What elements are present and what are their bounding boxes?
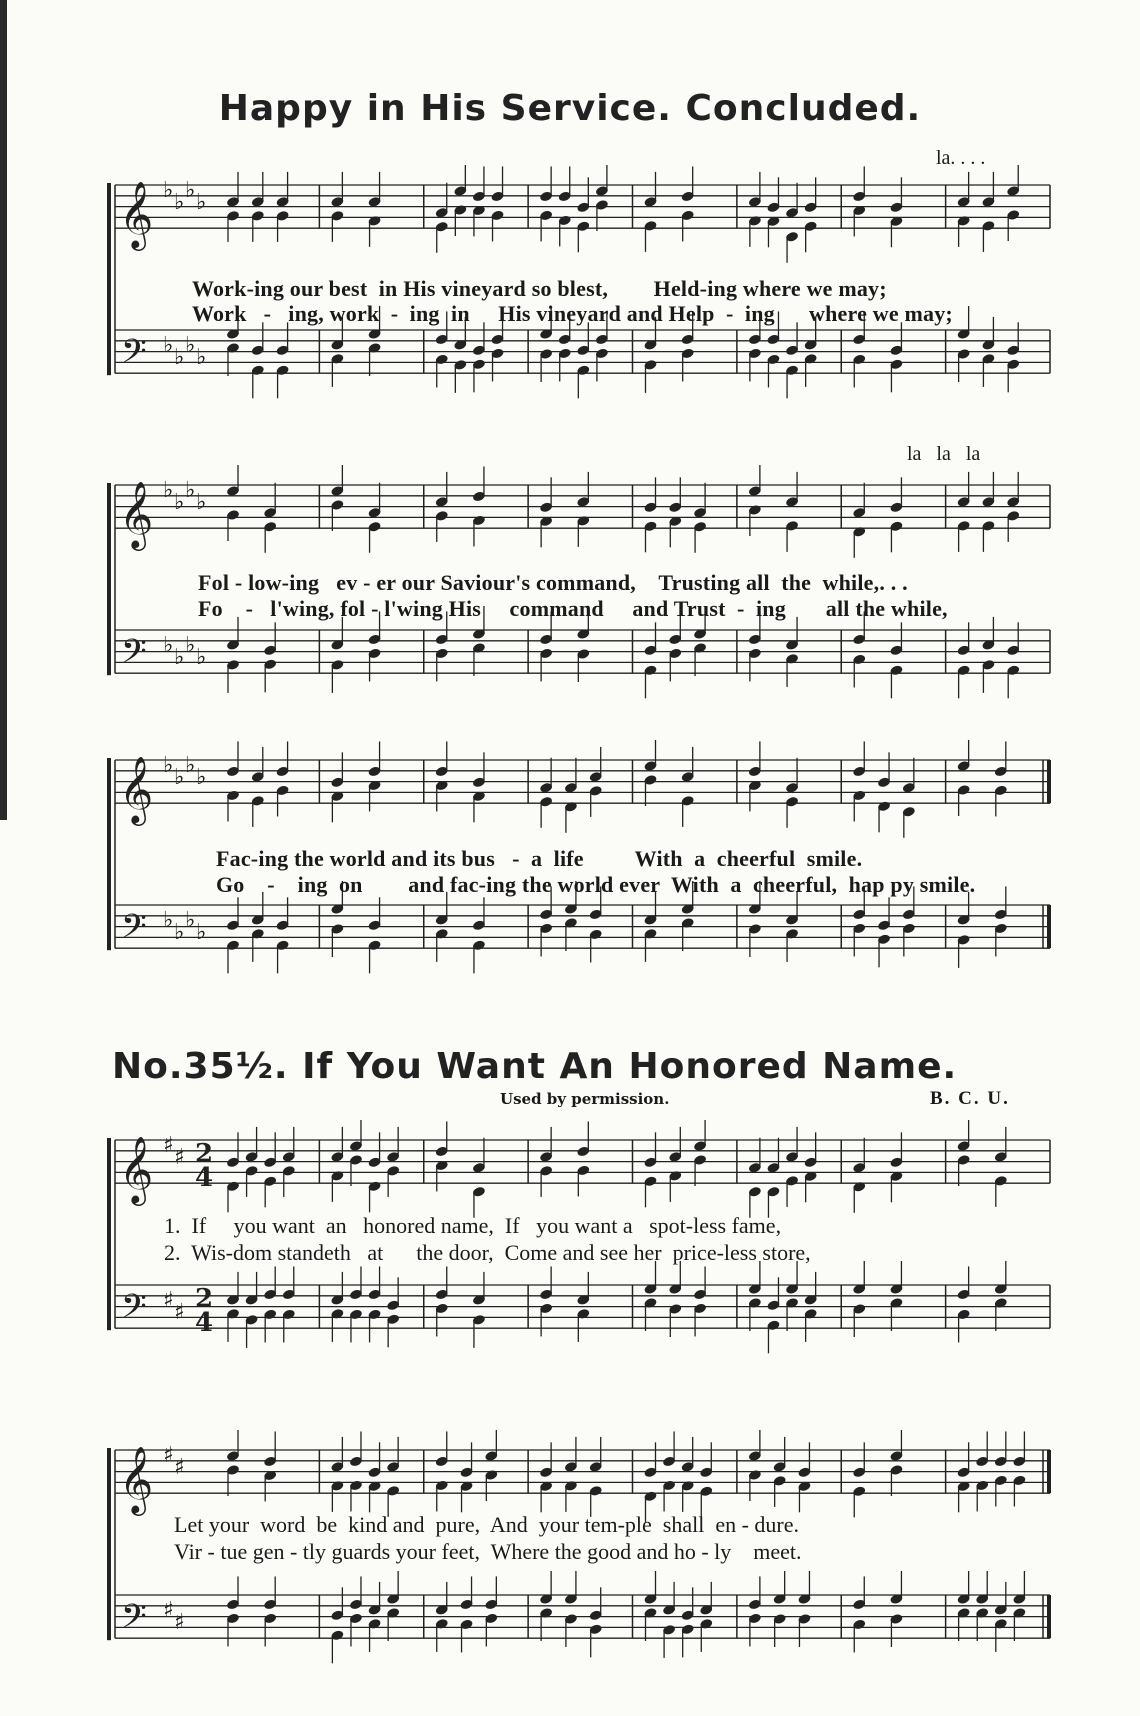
hymn2-row2-lyric1: Let your word be kind and pure, And your tem-ple shall en - dure. xyxy=(174,1512,800,1537)
hymn1-row1-lyric2: Work - ing, work - ing in His vineyard and Help - ing where we may; xyxy=(192,301,953,326)
hymn2-title: No.35½. If You Want An Honored Name. xyxy=(112,1046,958,1087)
svg-text:𝄢: 𝄢 xyxy=(121,1288,147,1335)
svg-text:𝄞: 𝄞 xyxy=(119,180,154,249)
svg-text:𝄞: 𝄞 xyxy=(119,1135,154,1204)
svg-text:♭: ♭ xyxy=(174,645,185,670)
svg-text:4: 4 xyxy=(195,1163,214,1193)
hymn1-row1-lyric1: Work-ing our best in His vineyard so blest, Held-ing where we may; xyxy=(192,276,887,301)
hymn2-row1-lyric1: 1. If you want an honored name, If you want a spot-less fame, xyxy=(164,1213,782,1238)
svg-text:♯: ♯ xyxy=(163,1443,174,1468)
hymn2-row2-lyric2: Vir - tue gen - tly guards your feet, Where the good and ho - ly meet. xyxy=(174,1539,802,1564)
hymn1-row2-above: la la la xyxy=(907,443,981,465)
svg-text:♭: ♭ xyxy=(196,920,207,945)
svg-text:2: 2 xyxy=(195,1284,214,1314)
svg-text:♯: ♯ xyxy=(163,1598,174,1623)
svg-text:♭: ♭ xyxy=(185,753,196,778)
svg-text:𝄢: 𝄢 xyxy=(121,908,147,955)
svg-text:♭: ♭ xyxy=(185,633,196,658)
svg-text:♭: ♭ xyxy=(174,345,185,370)
svg-text:♯: ♯ xyxy=(174,1455,185,1480)
svg-text:𝄢: 𝄢 xyxy=(121,1598,147,1645)
svg-text:♭: ♭ xyxy=(174,765,185,790)
hymn1-row3-lyric1: Fac-ing the world and its bus - a life With a cheerful smile. xyxy=(216,846,863,871)
svg-text:𝄞: 𝄞 xyxy=(119,480,154,549)
svg-text:♯: ♯ xyxy=(174,1145,185,1170)
svg-text:♭: ♭ xyxy=(163,478,174,503)
svg-text:♯: ♯ xyxy=(174,1610,185,1635)
svg-text:♭: ♭ xyxy=(196,645,207,670)
svg-text:♯: ♯ xyxy=(174,1300,185,1325)
svg-text:♭: ♭ xyxy=(196,190,207,215)
svg-text:♭: ♭ xyxy=(174,920,185,945)
hymn1-title: Happy in His Service. Concluded. xyxy=(218,88,922,129)
svg-text:♭: ♭ xyxy=(163,633,174,658)
svg-text:♭: ♭ xyxy=(196,490,207,515)
svg-text:♭: ♭ xyxy=(196,345,207,370)
svg-text:𝄞: 𝄞 xyxy=(119,1445,154,1514)
svg-text:♭: ♭ xyxy=(163,908,174,933)
svg-text:♭: ♭ xyxy=(174,190,185,215)
svg-text:♭: ♭ xyxy=(196,765,207,790)
svg-text:♭: ♭ xyxy=(163,753,174,778)
svg-text:2: 2 xyxy=(195,1139,214,1169)
svg-text:♭: ♭ xyxy=(185,178,196,203)
svg-text:𝄞: 𝄞 xyxy=(119,755,154,824)
hymn1-row1-above: la. . . . xyxy=(936,147,986,169)
svg-text:♭: ♭ xyxy=(174,490,185,515)
svg-text:♭: ♭ xyxy=(185,478,196,503)
author-credit: B. C. U. xyxy=(930,1088,1010,1109)
svg-text:♭: ♭ xyxy=(185,908,196,933)
hymn2-row1-lyric2: 2. Wis-dom standeth at the door, Come and see her price-less store, xyxy=(164,1240,811,1265)
svg-text:♭: ♭ xyxy=(163,333,174,358)
svg-text:4: 4 xyxy=(195,1308,214,1338)
svg-text:♭: ♭ xyxy=(163,178,174,203)
svg-text:♯: ♯ xyxy=(163,1133,174,1158)
hymn1-row2-lyric2: Fo - l'wing, fol - l'wing His command and Trust - ing all the while, xyxy=(198,596,948,621)
hymn1-row2-lyric1: Fol - low-ing ev - er our Saviour's command, Trusting all the while,. . . xyxy=(198,570,908,595)
svg-text:♯: ♯ xyxy=(163,1288,174,1313)
svg-text:𝄢: 𝄢 xyxy=(121,633,147,680)
svg-text:𝄢: 𝄢 xyxy=(121,333,147,380)
permission-note: Used by permission. xyxy=(500,1090,670,1108)
svg-text:♭: ♭ xyxy=(185,333,196,358)
hymn1-row3-lyric2: Go - ing on and fac-ing the world ever With a cheerful, hap py smile. xyxy=(216,872,976,897)
